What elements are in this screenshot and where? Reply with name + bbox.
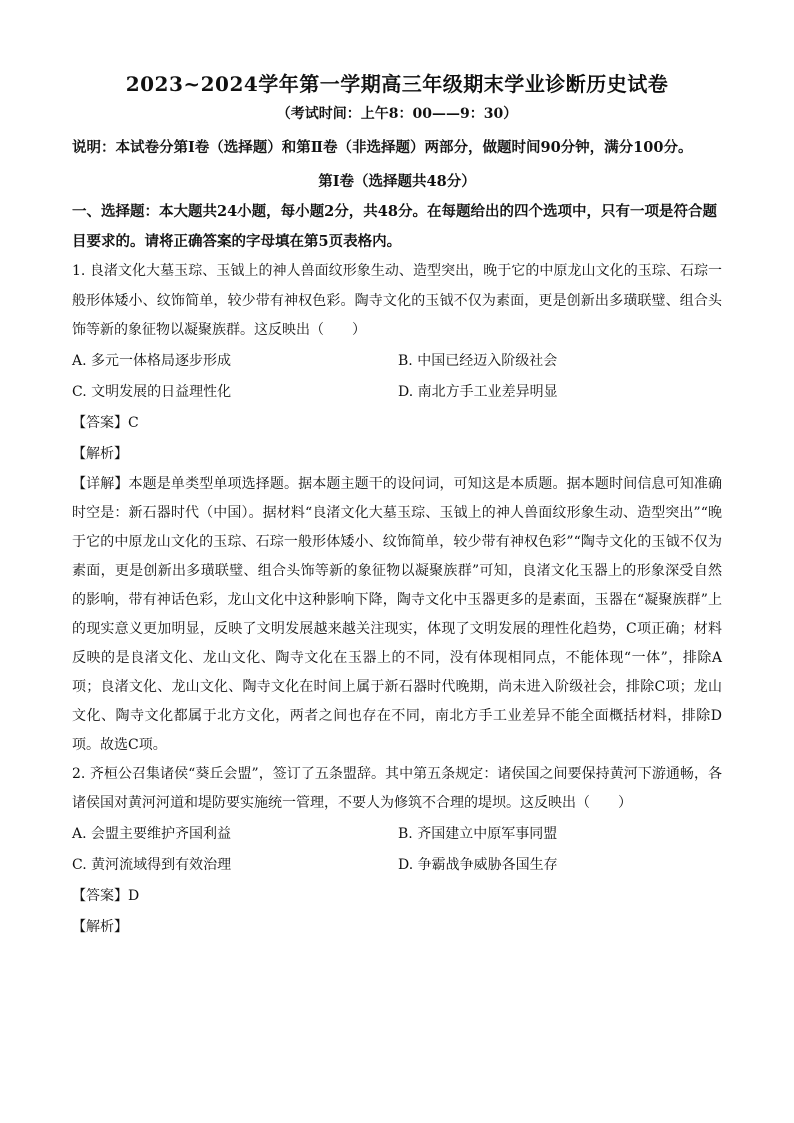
option-d: D. 争霸战争威胁各国生存 (398, 856, 558, 873)
answer: 【答案】C (72, 414, 139, 431)
options (72, 819, 722, 881)
option-a: A. 多元一体格局逐步形成 (72, 352, 232, 369)
option-c: C. 黄河流域得到有效治理 (72, 856, 232, 873)
option-d: D. 南北方手工业差异明显 (398, 383, 558, 400)
analysis-label: 【解析】 (72, 445, 128, 462)
detailed-explanation: 【详解】本题是单类型单项选择题。据本题主题干的设问词，可知这是本质题。据本题时间信息可知准确时空是：新石器时代（中国）。据材料“良渚文化大墓玉琮、玉钺上的神人兽面纹形象生动、造型突出”“晚于它的中原龙山文化的玉琮、石琮一般形体矮小、纹饰简单，较少带有神权色彩”“陶寺文化的玉钺不仅为素面，更是创新出多璜联璧、组合头饰等新的象征物以凝聚族群”可知，良渚文化玉器上的形象深受自然的影响，带有神话色彩，龙山文化中这种影响下降，陶寺文化中玉器更多的是素面，玉器在“凝聚族群”上的现实意义更加明显，反映了文明发展越来越关注现实，体现了文明发展的理性化趋势，C项正确；材料反映的是良渚文化、龙山文化、陶寺文化在玉器上的不同，没有体现相同点，不能体现“一体”，排除A项；良渚文化、龙山文化、陶寺文化在时间上属于新石器时代晚期，尚未进入阶级社会，排除C项；龙山文化、陶寺文化都属于北方文化，两者之间也存在不同，南北方手工业差异不能全面概括材料，排除D项。故选C项。 (72, 475, 722, 753)
analysis-label: 【解析】 (72, 918, 128, 935)
option-b: B. 齐国建立中原军事同盟 (398, 825, 558, 842)
question-2 (72, 760, 722, 943)
exam-time: （考试时间：上午8：00——9：30） (276, 106, 518, 122)
answer: 【答案】D (72, 887, 140, 904)
question-1 (72, 257, 722, 760)
exam-content (72, 60, 722, 943)
question-stem: 1. 良渚文化大墓玉琮、玉钺上的神人兽面纹形象生动、造型突出，晚于它的中原龙山文化的玉琮、石琮一般形体矮小、纹饰简单，较少带有神权色彩。陶寺文化的玉钺不仅为素面，更是创新出多璜联璧、组合头饰等新的象征物以凝聚族群。这反映出（ ） (72, 263, 722, 338)
section-title: 第Ⅰ卷（选择题共48分） (318, 173, 476, 190)
option-a: A. 会盟主要维护齐国利益 (72, 825, 232, 842)
option-b: B. 中国已经迈入阶级社会 (398, 352, 558, 369)
instructions: 说明：本试卷分第Ⅰ卷（选择题）和第Ⅱ卷（非选择题）两部分，做题时间90分钟，满分100分。 (72, 139, 693, 156)
question-stem: 2. 齐桓公召集诸侯“葵丘会盟”，签订了五条盟辞。其中第五条规定：诸侯国之间要保持黄河下游通畅，各诸侯国对黄河河道和堤防要实施统一管理，不要人为修筑不合理的堤坝。这反映出（ ） (72, 765, 722, 811)
options (72, 346, 722, 408)
option-c: C. 文明发展的日益理性化 (72, 383, 232, 400)
exam-title: 2023~2024学年第一学期高三年级期末学业诊断历史试卷 (125, 72, 669, 96)
section-intro: 一、选择题：本大题共24小题，每小题2分，共48分。在每题给出的四个选项中，只有一项是符合题目要求的。请将正确答案的字母填在第5页表格内。 (72, 203, 717, 250)
